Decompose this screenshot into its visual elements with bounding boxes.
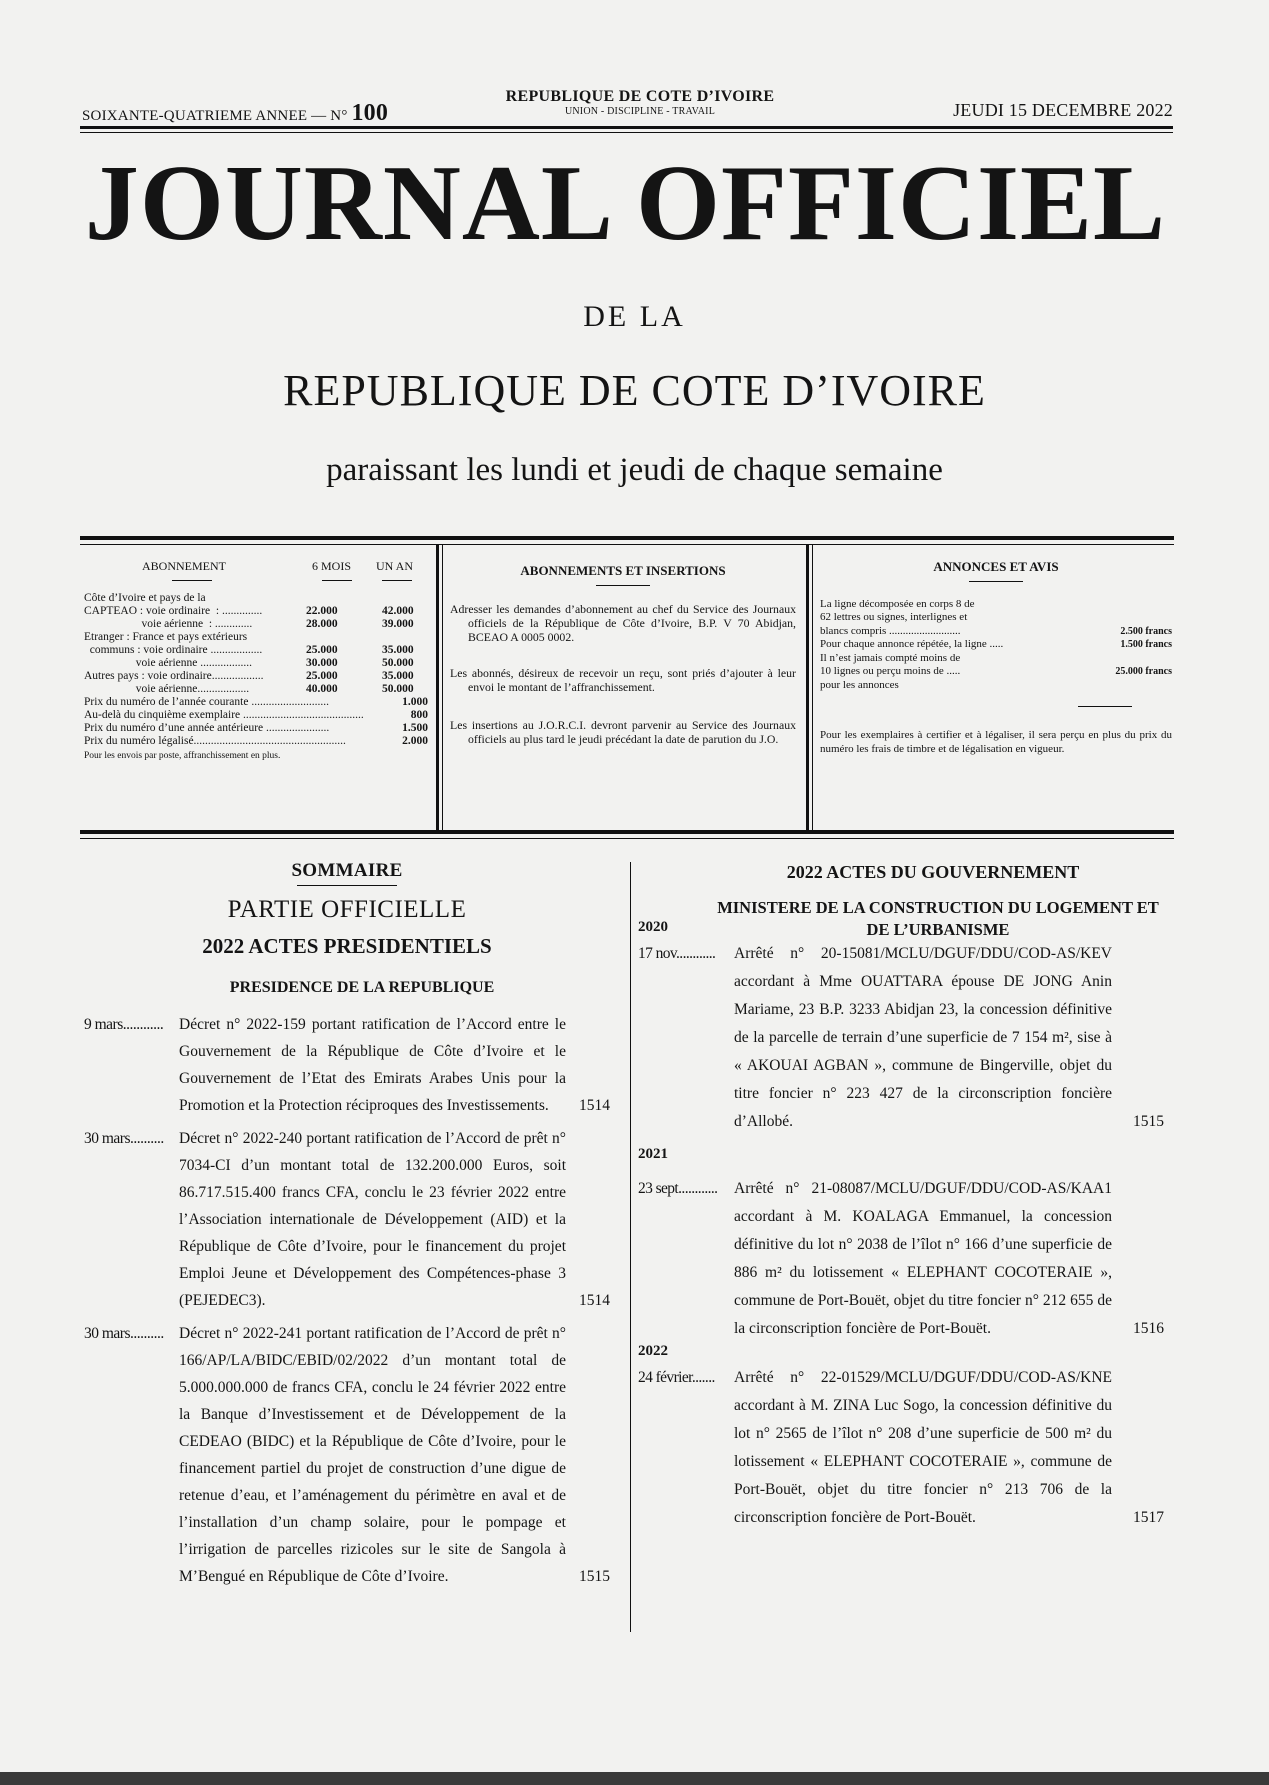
actes-presidentiels-heading: 2022 ACTES PRESIDENTIELS [202,934,492,958]
gouvernement-entry [638,940,1168,1136]
entry-page: 1514 [579,1097,610,1114]
issue-date: JEUDI 15 DECEMBRE 2022 [953,100,1173,120]
gouvernement-column [638,862,1168,1532]
scan-edge [0,1772,1269,1785]
annonces-separator [1078,706,1132,707]
entry-page: 1514 [579,1292,610,1309]
abonnement-heads [84,556,430,592]
info-box-divider-1-thin [442,545,443,830]
year-2021: 2021 [638,1146,668,1162]
entry-text: Décret n° 2022-241 portant ratification de l’Accord de prêt n° 166/AP/LA/BIDC/EBID/02/2022 d’un montant total de 5.000.000.000 de francs CFA, conclu le 24 février 2022 entre la Banque d’Investissement et de Développement de la CEDEAO (BIDC) et la République de Côte d’Ivoire, pour le financement partiel du projet de construction d’une digue de retenue d’eau, et l’aménagement du périmètre en aval et de l’installation d’un champ solaire, pour le pompage et l’irrigation de parcelles rizicoles sur le site de Sangola à M’Bengué en République de Côte d’Ivoire. [179,1325,566,1585]
postage-note: Pour les envois par poste, affranchissement en plus. [84,751,281,761]
insertions-receipt: Les abonnés, désireux de recevoir un reçu, sont priés d’ajouter à leur envoi le montant de l’affranchissement. [450,666,796,694]
col-unan: UN AN [376,559,414,573]
annonces-heading: ANNONCES ET AVIS [820,560,1172,582]
header-rule [80,126,1173,129]
entry-date: 24 février....... [638,1369,715,1386]
rate-row: Autres pays : voie ordinaire.................. 25.000 35.000 [84,670,414,682]
info-box-bottom-rule-thin [80,838,1174,839]
sommaire-title: SOMMAIRE [84,860,610,886]
entry-page: 1516 [1133,1320,1164,1337]
actes-gouvernement-heading: 2022 ACTES DU GOUVERNEMENT [786,862,1080,882]
entry-date: 9 mars............ [84,1016,164,1033]
annonces-rates [820,598,1172,693]
annonce-row: Il n’est jamais compté moins de [820,651,961,664]
entry-text: Arrêté n° 21-08087/MCLU/DGUF/DDU/COD-AS/KAA1 accordant à M. KOALAGA Emmanuel, la concession définitive du lot n° 2038 de l’îlot n° 166 d’une superficie de 886 m² du lotissement « ELEPHANT COCOTERAIE », commune de Port-Bouët, objet du titre foncier n° 212 655 de la circonscription foncière de Port-Bouët. [734,1180,1112,1337]
issue-number: 100 [351,100,389,126]
entry-text: Arrêté n° 22-01529/MCLU/DGUF/DDU/COD-AS/KNE accordant à M. ZINA Luc Sogo, la concession définitive du lot n° 2565 de l’îlot n° 208 d’une superficie de 500 m² du lotissement « ELEPHANT COCOTERAIE », commune de Port-Bouët, objet du titre foncier n° 213 706 de la circonscription foncière de Port-Bouët. [734,1369,1112,1526]
year-label: SOIXANTE-QUATRIEME ANNEE — N° [82,108,348,124]
annonce-row: 10 lignes ou perçu moins de ..... 25.000 francs [820,665,1172,677]
abonnement-heading: ABONNEMENT [142,559,226,573]
info-box-divider-2 [806,545,809,830]
rate-row: Côte d’Ivoire et pays de la [84,592,206,604]
rate-row: communs : voie ordinaire .................. 25.000 35.000 [84,644,414,656]
sommaire-column [84,860,610,1596]
entry-date: 30 mars.......... [84,1130,164,1147]
heading-underline [382,580,412,581]
entry-text: Décret n° 2022-240 portant ratification de l’Accord de prêt n° 7034-CI d’un montant total de 132.200.000 Euros, soit 86.717.515.400 francs CFA, conclu le 23 février 2022 entre l’Association internationale de Développement (AID) et la République de Côte d’Ivoire, pour le financement du projet Emploi Jeune et Développement des Compétences-phase 3 (PEJEDEC3). [179,1130,566,1309]
masthead-title: JOURNAL OFFICIEL [84,144,1167,263]
info-box-bottom-rule [80,830,1174,834]
insertions-address: Adresser les demandes d’abonnement au chef du Service des Journaux officiels de la République de Côte d’Ivoire, B.P. V 70 Abidjan, BCEAO A 0005 0002. [450,602,796,644]
subscription-rates [84,592,430,696]
column-divider [630,862,631,1632]
heading-underline [322,580,352,581]
price-row: Prix du numéro de l’année courante ........................... 1.000 [84,696,428,708]
annonce-row: Pour chaque annonce répétée, la ligne ..... 1.500 francs [820,638,1172,650]
annonce-row: 62 lettres ou signes, interlignes et [820,611,968,623]
info-box-top-rule-thin [80,544,1174,545]
gouvernement-entry [638,1175,1168,1343]
sommaire-entry [84,1320,610,1590]
annonce-row: pour les annonces [820,678,899,691]
insertions-heading: ABONNEMENTS ET INSERTIONS [450,564,796,586]
issue-line [82,100,388,127]
annonce-row: blancs compris .......................... 2.500 francs [820,624,1172,637]
sommaire-entry [84,1125,610,1314]
partie-officielle: PARTIE OFFICIELLE [227,896,467,923]
entry-date: 23 sept............ [638,1180,718,1197]
heading-underline [172,580,212,581]
rate-row: Etranger : France et pays extérieurs [84,631,248,643]
republic-header [470,88,810,117]
publication-frequency: paraissant les lundi et jeudi de chaque semaine [326,452,943,488]
info-box-divider-1 [436,545,439,830]
republic-name: REPUBLIQUE DE COTE D’IVOIRE [505,88,775,105]
entry-text: Arrêté n° 20-15081/MCLU/DGUF/DDU/COD-AS/KEV accordant à Mme OUATTARA épouse DE JONG Anin Mariame, 23 B.P. 3233 Abidjan 23, la concession définitive de la parcelle de terrain d’une superficie de 7 154 m², sise à « AKOUAI AGBAN », commune de Bingerville, objet du titre foncier n° 223 427 de la circonscription foncière d’Allobé. [734,945,1112,1130]
entry-page: 1517 [1133,1509,1164,1526]
rate-row: voie aérienne.................. 40.000 50.000 [84,683,414,695]
entry-date: 30 mars.......... [84,1325,164,1342]
rate-row: CAPTEAO : voie ordinaire : .............. 22.000 42.000 [84,605,414,617]
header-rule-thin [80,132,1173,133]
insertions-deadline: Les insertions au J.O.R.C.I. devront parvenir au Service des Journaux officiels au plus tard le jeudi précédant la date de parution du J.O. [450,718,796,746]
annonce-row: La ligne décomposée en corps 8 de [820,597,975,610]
annonces-column [820,556,1172,756]
insertions-column [450,556,796,758]
col-6mois: 6 MOIS [312,559,352,573]
presidence-heading: PRESIDENCE DE LA REPUBLIQUE [229,979,495,996]
masthead-republic: REPUBLIQUE DE COTE D’IVOIRE [283,366,986,415]
price-row: Prix du numéro d’une année antérieure ...................... 1.500 [84,722,428,734]
gouvernement-entry [638,1364,1168,1532]
ministere-heading: MINISTERE DE LA CONSTRUCTION DU LOGEMENT ET DE L’URBANISME [717,898,1159,939]
legalisation-note: Pour les exemplaires à certifier et à légaliser, il sera perçu en plus du prix du numéro les frais de timbre et de légalisation en vigueur. [820,729,1172,755]
entry-page: 1515 [1133,1113,1164,1130]
info-box-top-rule [80,536,1174,540]
rate-row: voie aérienne : ............. 28.000 39.000 [84,618,414,630]
sommaire-entry [84,1011,610,1119]
price-row: Au-delà du cinquième exemplaire .......................................... 800 [84,709,428,721]
masthead-de-la: DE LA [583,300,686,333]
entry-date: 17 nov............ [638,945,716,962]
issue-prices [84,696,430,748]
year-2020: 2020 [638,919,668,935]
rate-row: voie aérienne .................. 30.000 50.000 [84,657,414,669]
info-box-divider-2-thin [812,545,813,830]
price-row: Prix du numéro légalisé..................................................... 2.000 [84,735,428,747]
year-2022: 2022 [638,1343,668,1359]
abonnement-column [84,556,430,763]
entry-text: Décret n° 2022-159 portant ratification de l’Accord entre le Gouvernement de la République de Côte d’Ivoire et le Gouvernement de l’Etat des Emirats Arabes Unis pour la Promotion et la Protection réciproques des Investissements. [179,1016,566,1114]
entry-page: 1515 [579,1568,610,1585]
national-motto: UNION - DISCIPLINE - TRAVAIL [564,106,716,117]
